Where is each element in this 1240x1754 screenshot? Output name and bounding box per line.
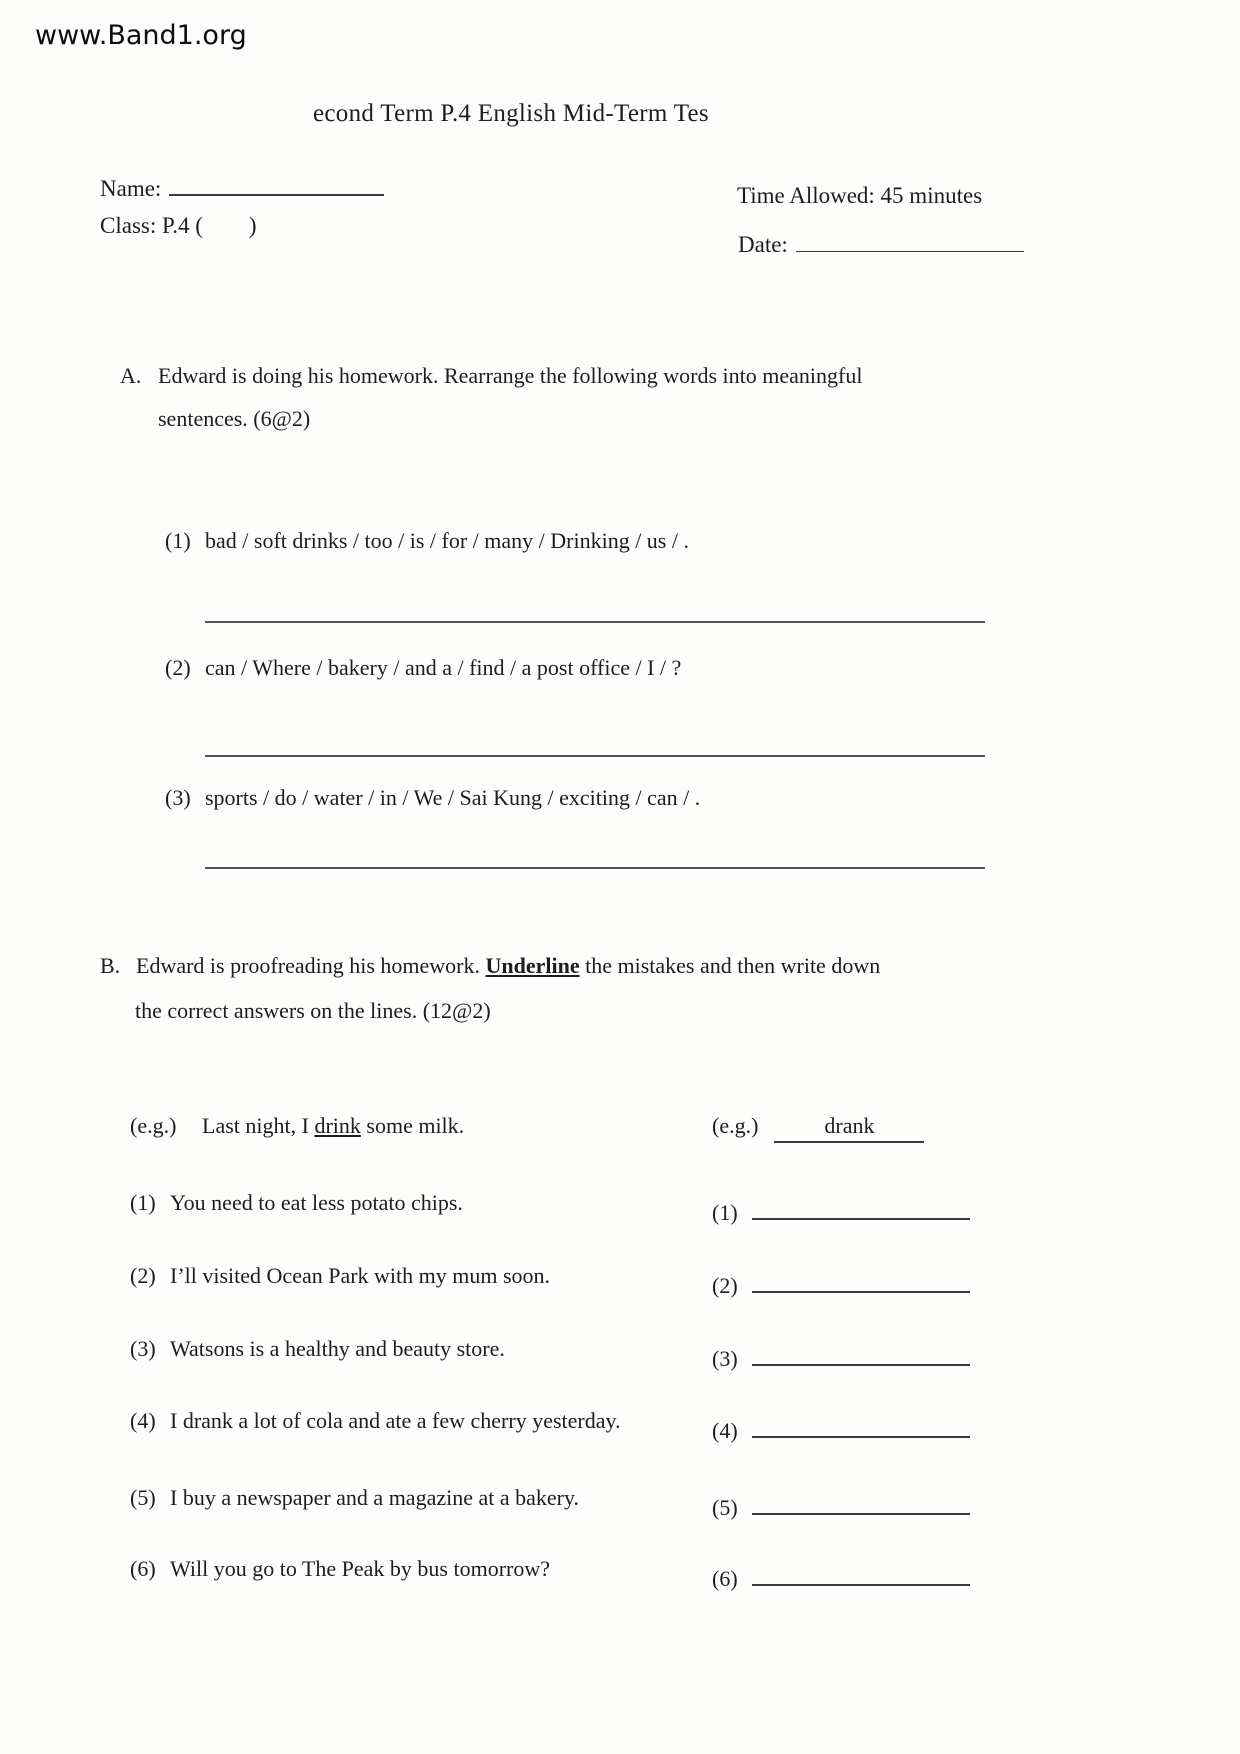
page-title: econd Term P.4 English Mid-Term Tes [313, 100, 709, 127]
answer-blank-line[interactable] [752, 1190, 970, 1220]
section-b-instruction-line1: Edward is proofreading his homework. Underline the mistakes and then write down [136, 953, 881, 978]
question-number: (5) [130, 1485, 156, 1510]
question-number: (3) [165, 785, 191, 810]
answer-blank-line[interactable] [752, 1485, 970, 1515]
section-b-example-sentence [130, 1113, 690, 1139]
section-b-question-1 [130, 1190, 690, 1216]
answer-blank-line[interactable] [752, 1336, 970, 1366]
section-b-heading [100, 953, 1000, 979]
section-a-answer-line-2[interactable] [205, 755, 985, 757]
section-a-instruction-line1: Edward is doing his homework. Rearrange the following words into meaningful [158, 363, 863, 388]
watermark-link[interactable]: www.Band1.org [35, 20, 247, 51]
question-text: You need to eat less potato chips. [170, 1190, 463, 1215]
example-text: Last night, I drink some milk. [202, 1113, 465, 1138]
question-text: I drank a lot of cola and ate a few cherry yesterday. [170, 1408, 621, 1433]
name-label: Name: [100, 176, 162, 201]
section-b-answer-1 [712, 1190, 1012, 1226]
example-number: (e.g.) [130, 1113, 177, 1138]
section-a-answer-line-3[interactable] [205, 867, 985, 869]
section-a-label: A. [120, 363, 142, 388]
question-text: I buy a newspaper and a magazine at a bakery. [170, 1485, 580, 1510]
question-number: (2) [165, 655, 191, 680]
section-b-answer-4 [712, 1408, 1012, 1444]
date-blank-line[interactable] [796, 226, 1024, 252]
section-b-question-5 [130, 1485, 690, 1511]
answer-number: (4) [712, 1418, 738, 1443]
section-b-answer-3 [712, 1336, 1012, 1372]
section-b-label: B. [100, 953, 121, 978]
class-label: Class: P.4 ( ) [100, 213, 257, 238]
answer-blank-line[interactable] [752, 1556, 970, 1586]
section-a-question-2 [165, 655, 1025, 681]
underlined-mistake: drink [314, 1113, 361, 1138]
section-b-example-answer [712, 1113, 1012, 1143]
answer-number: (1) [712, 1200, 738, 1225]
question-text: I’ll visited Ocean Park with my mum soon. [170, 1263, 551, 1288]
section-a-answer-line-1[interactable] [205, 621, 985, 623]
question-text: sports / do / water / in / We / Sai Kung / exciting / can / . [205, 785, 701, 810]
section-b-answer-2 [712, 1263, 1012, 1299]
question-number: (3) [130, 1336, 156, 1361]
date-label: Date: [738, 232, 788, 257]
answer-number: (6) [712, 1566, 738, 1591]
date-row [738, 226, 1024, 258]
question-text: Watsons is a healthy and beauty store. [170, 1336, 505, 1361]
example-answer-number: (e.g.) [712, 1113, 759, 1138]
section-b-question-3 [130, 1336, 690, 1362]
answer-number: (3) [712, 1346, 738, 1371]
question-text: can / Where / bakery / and a / find / a post office / I / ? [205, 655, 682, 680]
section-b-question-4 [130, 1408, 690, 1434]
answer-number: (2) [712, 1273, 738, 1298]
underline-keyword: Underline [485, 953, 580, 978]
section-b-answer-5 [712, 1485, 1012, 1521]
question-number: (2) [130, 1263, 156, 1288]
answer-blank-line[interactable] [752, 1408, 970, 1438]
answer-blank-line[interactable] [752, 1263, 970, 1293]
question-number: (4) [130, 1408, 156, 1433]
question-number: (6) [130, 1556, 156, 1581]
question-number: (1) [165, 528, 191, 553]
example-answer-value[interactable]: drank [774, 1113, 924, 1143]
section-b-question-6 [130, 1556, 690, 1582]
section-b-question-2 [130, 1263, 690, 1289]
section-a-question-1 [165, 528, 1025, 554]
name-row [100, 170, 384, 202]
section-b-instruction-line2: the correct answers on the lines. (12@2) [135, 998, 491, 1023]
answer-number: (5) [712, 1495, 738, 1520]
question-number: (1) [130, 1190, 156, 1215]
section-a-instruction-line2: sentences. (6@2) [158, 406, 311, 431]
section-a-question-3 [165, 785, 1025, 811]
name-blank-line[interactable] [169, 170, 384, 196]
time-allowed-label: Time Allowed: 45 minutes [737, 183, 983, 208]
question-text: Will you go to The Peak by bus tomorrow? [170, 1556, 550, 1581]
question-text: bad / soft drinks / too / is / for / many / Drinking / us / . [205, 528, 689, 553]
section-b-answer-6 [712, 1556, 1012, 1592]
section-a-heading [120, 363, 1020, 389]
